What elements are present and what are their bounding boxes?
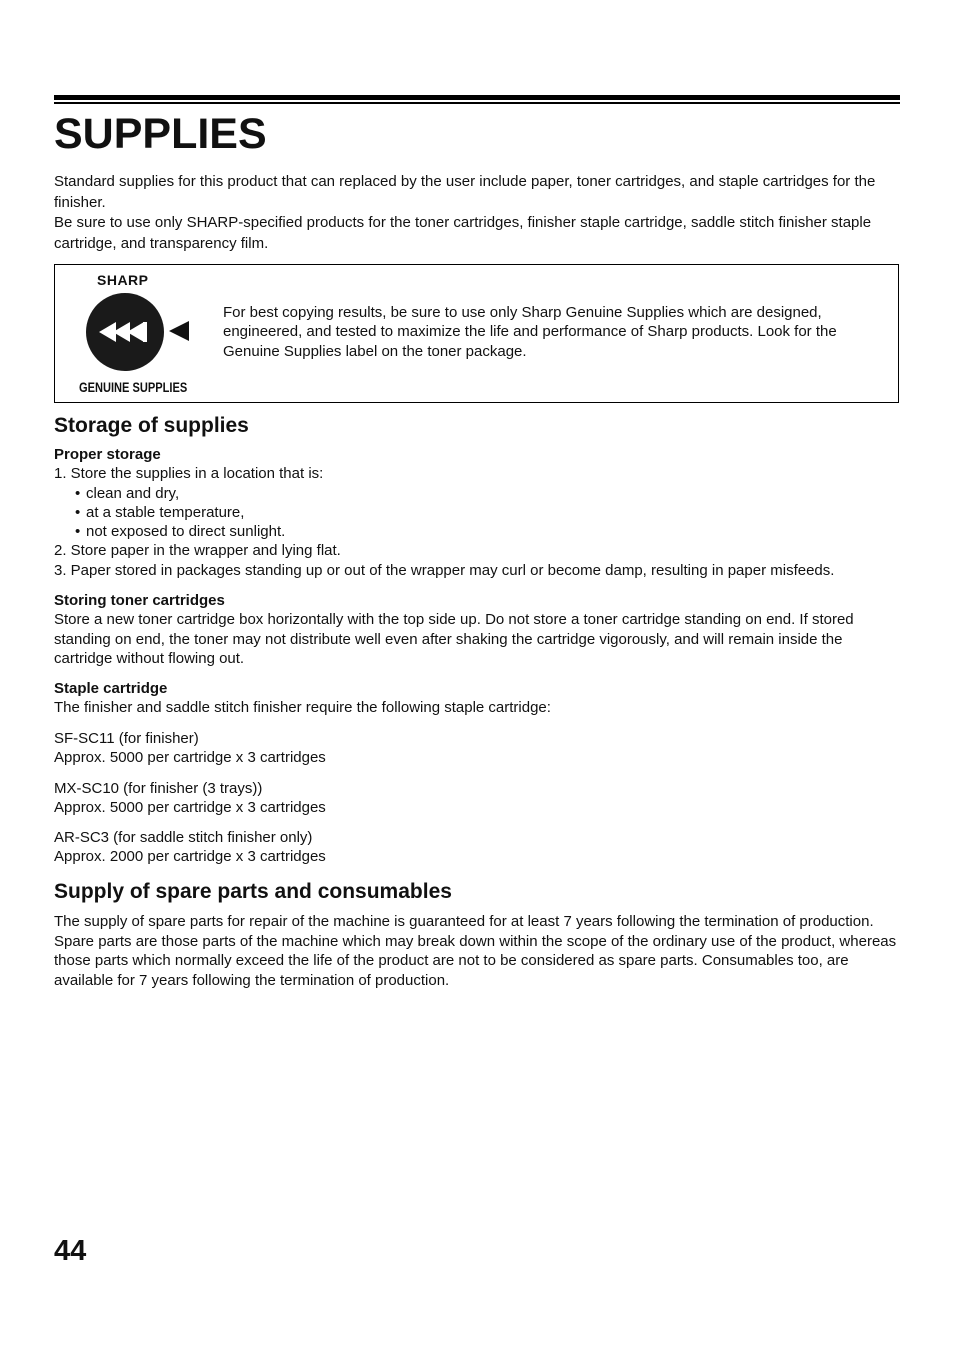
staple-intro-text: The finisher and saddle stitch finisher require the following staple cartridge: bbox=[54, 699, 551, 716]
page-number: 44 bbox=[54, 1235, 87, 1267]
bullet-item bbox=[75, 522, 285, 541]
intro-section bbox=[54, 172, 904, 254]
bullet-icon: • bbox=[75, 523, 81, 540]
spare-parts-text: The supply of spare parts for repair of the machine is guaranteed for at least 7 years following the termination of production. Spare parts are those parts of the machine which may break down within the scope of the ordinary use of the product, whereas those parts which normally exceed the life of the product are not to be considered as spare parts. Consumables too, are available for 7 years following the termination of production. bbox=[54, 913, 897, 989]
list-item-3: 3. Paper stored in packages standing up or out of the wrapper may curl or become damp, resulting in paper misfeeds. bbox=[54, 562, 835, 579]
pointer-triangle-icon bbox=[169, 321, 189, 341]
list-item-1: 1. Store the supplies in a location that is: bbox=[54, 465, 324, 482]
page-title: SUPPLIES bbox=[54, 110, 267, 158]
section-heading-storage: Storage of supplies bbox=[54, 414, 249, 437]
staple-model: SF-SC11 (for finisher) bbox=[54, 730, 199, 747]
subheading-proper-storage: Proper storage bbox=[54, 446, 161, 463]
bullet-text: at a stable temperature, bbox=[86, 504, 245, 521]
genuine-supplies-notice bbox=[54, 264, 899, 403]
sharp-logo: SHARP bbox=[97, 272, 149, 288]
intro-paragraph-2: Be sure to use only SHARP-specified products for the toner cartridges, finisher staple cartridge, saddle stitch finisher staple cartridge, and transparency film. bbox=[54, 214, 872, 252]
list-item-2: 2. Store paper in the wrapper and lying flat. bbox=[54, 542, 341, 559]
subheading-toner-cartridges: Storing toner cartridges bbox=[54, 592, 225, 609]
header-rule-thin bbox=[54, 102, 900, 104]
bullet-item bbox=[75, 484, 179, 503]
bullet-text: clean and dry, bbox=[86, 485, 180, 502]
staple-model: MX-SC10 (for finisher (3 trays)) bbox=[54, 780, 263, 797]
genuine-supplies-badge-icon bbox=[86, 293, 164, 371]
toner-storage-text: Store a new toner cartridge box horizontally with the top side up. Do not store a toner cartridge standing on end. If stored standing on end, the toner may not distribute well even after shaking the cartridge vigorously, and will remain inside the cartridge without flowing out. bbox=[54, 611, 854, 667]
staple-capacity: Approx. 2000 per cartridge x 3 cartridges bbox=[54, 848, 326, 865]
subheading-staple-cartridge: Staple cartridge bbox=[54, 680, 168, 697]
header-rule-thick bbox=[54, 95, 900, 100]
section-heading-spare-parts: Supply of spare parts and consumables bbox=[54, 880, 452, 903]
intro-paragraph-1: Standard supplies for this product that can replaced by the user include paper, toner cartridges, and staple cartridges for the finisher. bbox=[54, 173, 876, 211]
bullet-item bbox=[75, 503, 244, 522]
staple-capacity: Approx. 5000 per cartridge x 3 cartridges bbox=[54, 749, 326, 766]
bullet-icon: • bbox=[75, 504, 81, 521]
staple-model: AR-SC3 (for saddle stitch finisher only) bbox=[54, 829, 313, 846]
staple-capacity: Approx. 5000 per cartridge x 3 cartridges bbox=[54, 799, 326, 816]
notice-text: For best copying results, be sure to use only Sharp Genuine Supplies which are designed, engineered, and tested to maximize the life and performance of Sharp products. Look for the Genuine Supplies label on the toner package. bbox=[223, 304, 837, 360]
bullet-icon: • bbox=[75, 485, 81, 502]
rewind-arrows-icon bbox=[86, 293, 164, 371]
bullet-text: not exposed to direct sunlight. bbox=[86, 523, 286, 540]
genuine-supplies-label: GENUINE SUPPLIES bbox=[79, 380, 188, 395]
